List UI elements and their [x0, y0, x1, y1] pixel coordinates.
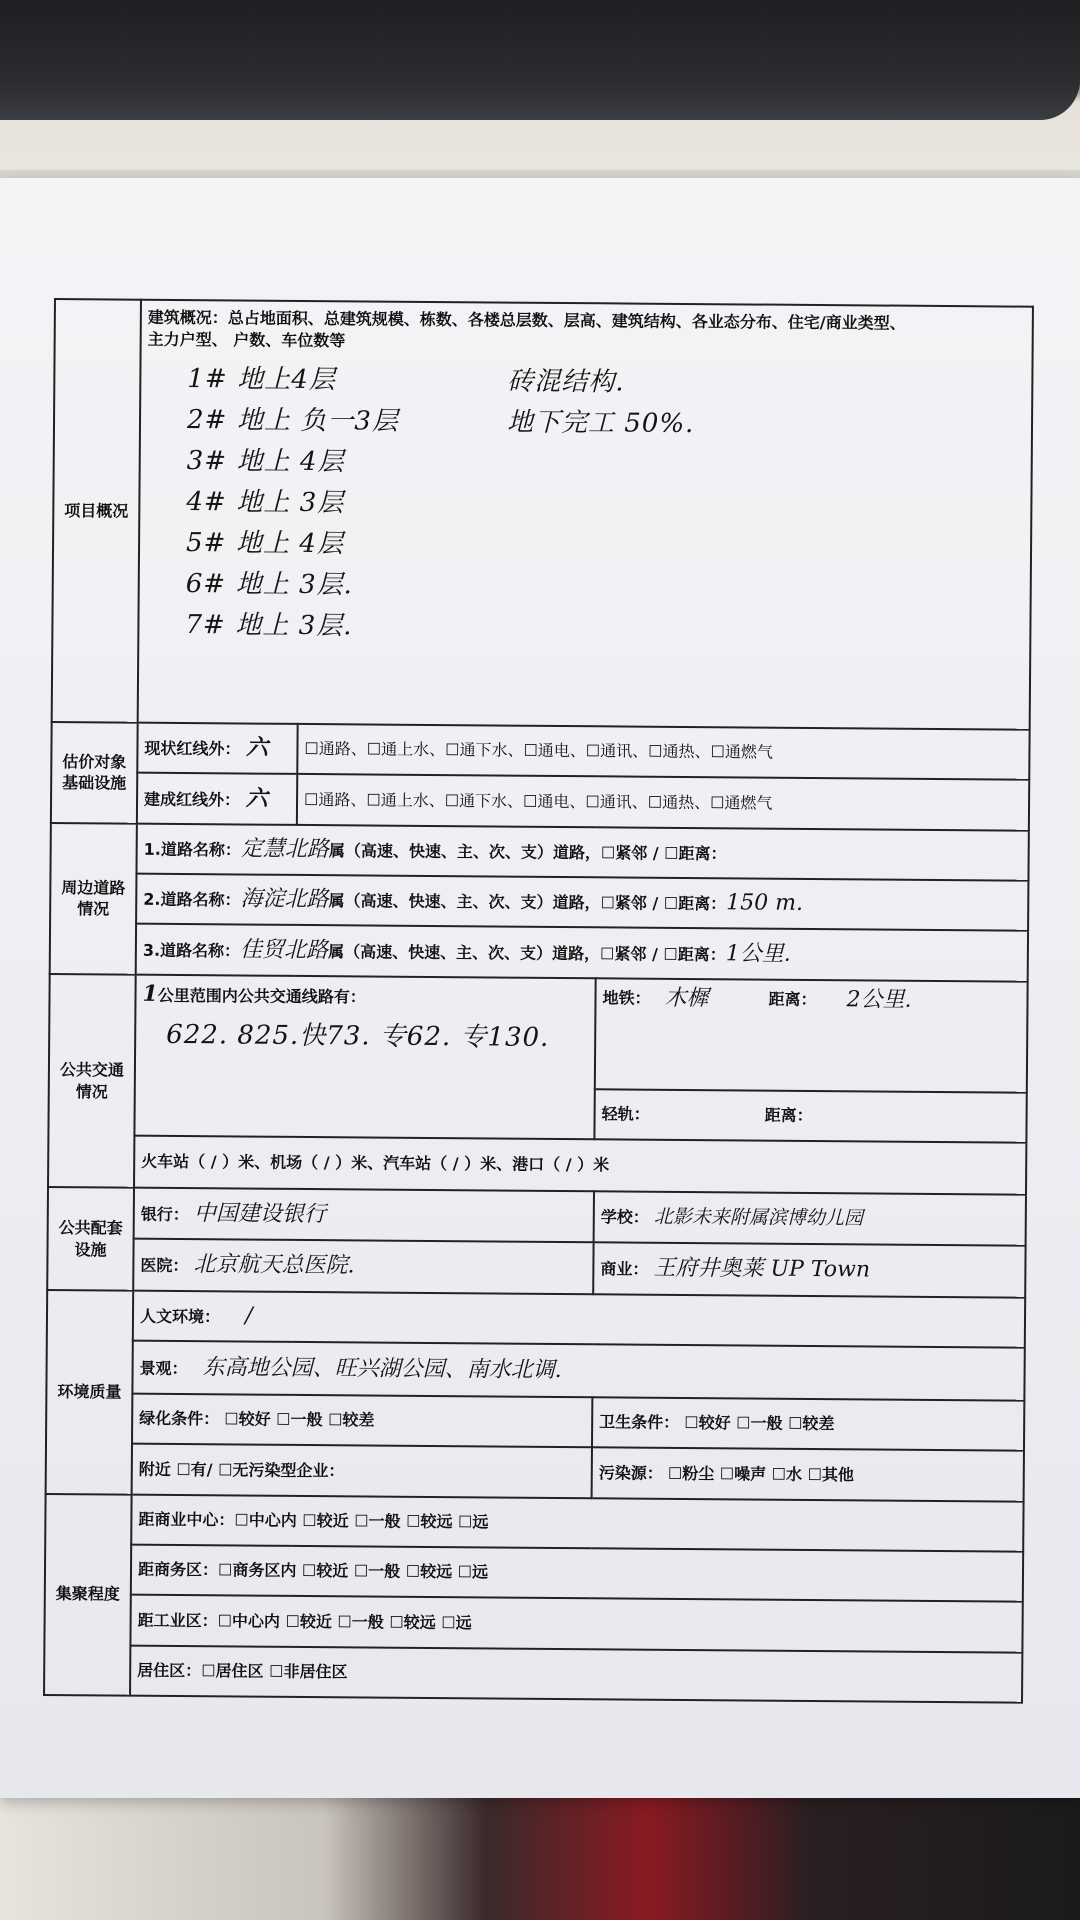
built-redline-label-text: 建成红线外： [143, 789, 241, 810]
project-overview-cell [138, 300, 1033, 730]
sanitation-options: ☐较好 ☐一般 ☐较差 [684, 1413, 835, 1434]
facilities-row-1 [48, 1187, 1026, 1245]
bus-radius-value: 1 [142, 980, 158, 1007]
transit-row-1 [49, 974, 1028, 1092]
agglomeration-item [131, 1494, 1023, 1551]
landscape-cell [132, 1341, 1024, 1400]
current-redline-label-text: 现状红线外： [144, 739, 241, 759]
building-note: 地下完工 50%. [506, 407, 695, 439]
built-redline-options: ☐通路、☐通上水、☐通下水、☐通电、☐通讯、☐通热、☐通燃气 [297, 774, 1029, 830]
road-suffix: 属（高速、快速、主、次、支）道路，☐紧邻 / ☐距离： [328, 891, 727, 914]
road-suffix: 属（高速、快速、主、次、支）道路，☐紧邻 / ☐距离： [328, 941, 726, 965]
section-roads-line1: 周边道路 [61, 877, 126, 898]
light-rail-cell [594, 1089, 1026, 1143]
hospital-cell [133, 1238, 593, 1294]
culture-cell [133, 1291, 1025, 1348]
agglomeration-item [130, 1595, 1022, 1652]
section-agglomeration: 集聚程度 [44, 1493, 132, 1695]
environment-row-2 [46, 1340, 1024, 1400]
bus-lines-label [142, 980, 588, 1013]
section-facilities-line2: 设施 [74, 1239, 107, 1260]
road-name: 佳贸北路 [240, 937, 329, 963]
building-number: 7# [185, 610, 226, 641]
pollution-source-cell [592, 1447, 1024, 1501]
building-note: 砖混结构. [507, 366, 625, 398]
survey-form-table [43, 298, 1034, 1704]
commerce-cell [593, 1242, 1025, 1298]
overview-header-line2: 主力户型、 户数、车位数等 [147, 330, 346, 351]
subway-value: 木樨 [664, 985, 709, 1011]
agglomeration-options: ☐居住区 ☐非居住区 [201, 1661, 348, 1682]
current-redline-label [137, 723, 297, 775]
overview-header-line1: 建筑概况：总占地面积、总建筑规模、栋数、各楼总层数、层高、建筑结构、各业态分布、住宅/商业类型、 [147, 307, 906, 333]
school-label: 学校： [600, 1207, 649, 1227]
section-transit-line2: 情况 [75, 1081, 108, 1102]
agglomeration-options: ☐中心内 ☐较近 ☐一般 ☐较远 ☐远 [217, 1610, 472, 1632]
section-roads-line2: 情况 [77, 899, 110, 919]
subway-cell [595, 978, 1028, 1092]
agglomeration-row [45, 1493, 1023, 1551]
subway-distance-label: 距离： [768, 989, 817, 1009]
bus-lines-label-text: 公里范围内公共交通线路有： [157, 985, 366, 1007]
keyboard-edge [0, 0, 1080, 120]
section-infrastructure-line2: 基础设施 [62, 773, 127, 793]
environment-row-1 [47, 1290, 1025, 1348]
building-number: 2# [186, 404, 228, 436]
facilities-row-2 [47, 1238, 1025, 1298]
bus-lines-value: 622. 825.快73. 专62. 专130. [166, 1019, 550, 1053]
section-project-overview: 项目概况 [52, 299, 141, 723]
building-floors: 地上 3层. [235, 569, 353, 601]
building-number: 4# [186, 487, 227, 518]
section-infrastructure [51, 722, 138, 823]
building-floors: 地上 4层 [235, 528, 345, 560]
road-name: 定慧北路 [240, 836, 330, 863]
landscape-label: 景观： [139, 1358, 188, 1378]
agglomeration-row [45, 1544, 1023, 1602]
transit-row-3 [48, 1135, 1026, 1195]
culture-label: 人文环境： [139, 1307, 221, 1327]
road-prefix: 3.道路名称： [142, 940, 241, 961]
subway-label: 地铁： [602, 988, 651, 1008]
section-transit-line1: 公共交通 [59, 1060, 125, 1080]
section-infrastructure-line1: 估价对象 [62, 751, 127, 772]
stations-distance: 火车站（ / ）米、机场（ / ）米、汽车站（ / ）米、港口（ / ）米 [134, 1136, 1026, 1195]
building-floors: 地上4层 [237, 364, 337, 395]
current-redline-options: ☐通路、☐通上水、☐通下水、☐通电、☐通讯、☐通热、☐通燃气 [297, 724, 1029, 780]
subway-line [602, 983, 1020, 1016]
road-suffix: 属（高速、快速、主、次、支）道路，☐紧邻 / ☐距离： [328, 841, 727, 864]
road-item [136, 924, 1028, 981]
light-rail-label: 轻轨： [601, 1104, 650, 1124]
agglomeration-label: 居住区： [137, 1660, 202, 1681]
bank-cell [134, 1188, 594, 1242]
school-value: 北影未来附属滨博幼儿园 [653, 1205, 864, 1230]
road-prefix: 2.道路名称： [143, 890, 241, 910]
subway-distance-value: 2公里. [846, 987, 912, 1013]
school-cell [594, 1192, 1026, 1246]
road-prefix: 1.道路名称： [143, 839, 241, 860]
bank-value: 中国建设银行 [193, 1200, 327, 1227]
greening-label: 绿化条件： [139, 1408, 220, 1429]
agglomeration-item [131, 1545, 1023, 1602]
building-list [145, 362, 1025, 651]
hospital-value: 北京航天总医院. [193, 1252, 355, 1279]
built-redline-value: 六 [245, 785, 268, 812]
section-facilities-line1: 公共配套 [58, 1218, 123, 1238]
infrastructure-current-row [51, 722, 1029, 780]
section-transit [48, 974, 136, 1188]
section-facilities [47, 1187, 134, 1290]
agglomeration-label: 距商务区： [137, 1559, 219, 1580]
building-floors: 地上 3层. [235, 610, 353, 642]
pollution-source-label: 污染源： [598, 1462, 663, 1483]
bus-lines-cell [134, 974, 595, 1139]
commerce-label: 商业： [600, 1259, 649, 1279]
road-name: 海淀北路 [240, 886, 329, 913]
commerce-value: 王府井奥莱 UP Town [653, 1255, 871, 1283]
building-floors: 地上 负一3层 [236, 405, 399, 437]
agglomeration-options: ☐中心内 ☐较近 ☐一般 ☐较远 ☐远 [234, 1510, 489, 1532]
road-item [136, 874, 1028, 931]
polluting-enterprise-cell: 附近 ☐有/ ☐无污染型企业： [132, 1444, 592, 1498]
pollution-source-options: ☐粉尘 ☐噪声 ☐水 ☐其他 [667, 1463, 855, 1484]
sanitation-cell [592, 1397, 1024, 1451]
building-number: 1# [187, 363, 228, 395]
building-number: 3# [186, 446, 228, 477]
built-redline-label [137, 773, 297, 825]
building-number: 6# [185, 569, 227, 600]
environment-row-3 [46, 1393, 1024, 1451]
agglomeration-label: 距商业中心： [138, 1509, 235, 1530]
greening-cell [132, 1393, 592, 1447]
road-item [136, 823, 1028, 880]
building-number: 5# [185, 528, 227, 559]
section-roads [50, 823, 137, 975]
building-floors: 地上 4层 [236, 446, 345, 478]
current-redline-value: 六 [245, 734, 269, 762]
section-environment: 环境质量 [46, 1290, 134, 1494]
road-row [50, 873, 1028, 931]
bank-label: 银行： [140, 1204, 189, 1224]
environment-row-4 [46, 1443, 1024, 1501]
sanitation-label: 卫生条件： [599, 1412, 680, 1433]
hospital-label: 医院： [140, 1255, 189, 1276]
agglomeration-options: ☐商务区内 ☐较近 ☐一般 ☐较远 ☐远 [217, 1560, 489, 1582]
road-distance: 150 m. [726, 890, 804, 917]
agglomeration-label: 距工业区： [137, 1610, 218, 1630]
agglomeration-item [130, 1645, 1022, 1702]
desk-background-bottom [0, 1790, 1080, 1920]
culture-value: / [245, 1303, 253, 1329]
landscape-value: 东高地公园、旺兴湖公园、南水北调. [202, 1354, 562, 1383]
agglomeration-row [44, 1594, 1022, 1652]
light-rail-distance-label: 距离： [764, 1105, 813, 1125]
infrastructure-built-row [51, 772, 1029, 830]
road-row [50, 823, 1028, 881]
project-overview-row [52, 299, 1033, 730]
building-floors: 地上 3层 [236, 487, 345, 519]
agglomeration-row [44, 1645, 1022, 1703]
road-distance: 1公里. [725, 941, 791, 967]
greening-options: ☐较好 ☐一般 ☐较差 [224, 1409, 375, 1430]
road-row [50, 923, 1028, 981]
